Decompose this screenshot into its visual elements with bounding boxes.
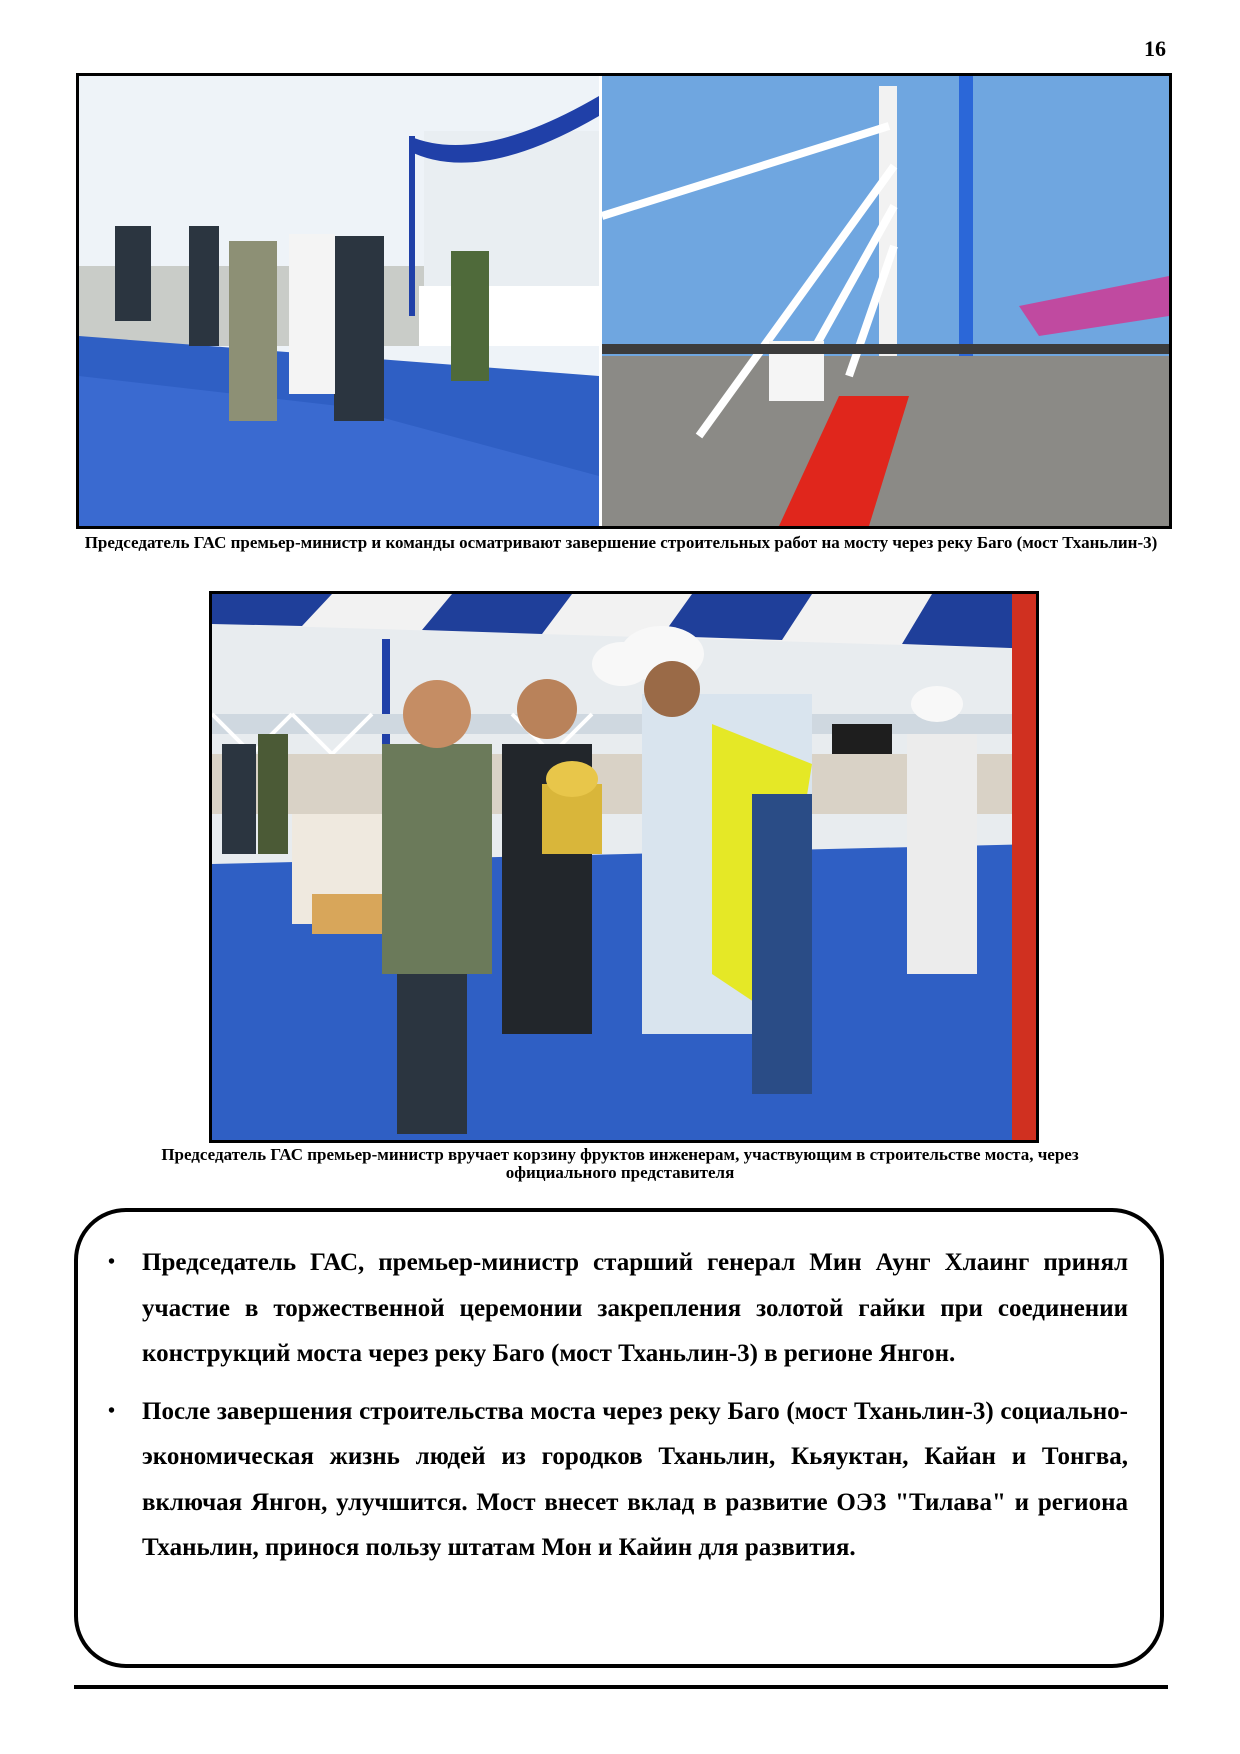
fruit-basket-presentation-photo [209, 591, 1039, 1143]
footer-rule [74, 1685, 1168, 1689]
summary-bullet-item [108, 1240, 1128, 1377]
bottom-photo-caption: Председатель ГАС премьер-министр вручает корзину фруктов инженерам, участвующим в строительстве моста, через официального представителя [161, 1145, 1079, 1182]
summary-bullet-text: После завершения строительства моста через реку Баго (мост Тханьлин-3) социально-экономическая жизнь людей из городков Тханьлин, Кьяуктан, Кайан и Тонгва, включая Янгон, улучшится. Мост внесет вклад в развитие ОЭЗ "Тилава" и региона Тханьлин, принося пользу штатам Мон и Кайин для развития. [142, 1397, 1128, 1561]
bridge-inspection-photo [76, 73, 1172, 529]
page-number: 16 [1144, 36, 1166, 61]
bullet-icon: • [108, 1251, 116, 1273]
top-photo-caption: Председатель ГАС премьер-министр и команды осматривают завершение строительных работ на мосту через реку Баго (мост Тханьлин-3) [84, 533, 1158, 552]
summary-bullet-item [108, 1389, 1128, 1571]
bullet-icon: • [108, 1399, 116, 1422]
summary-box [74, 1208, 1164, 1668]
summary-list [78, 1212, 1160, 1571]
summary-bullet-text: Председатель ГАС, премьер-министр старший генерал Мин Аунг Хлаинг принял участие в торжественной церемонии закрепления золотой гайки при соединении конструкций моста через реку Баго (мост Тханьлин-3) в регионе Янгон. [142, 1249, 1128, 1367]
